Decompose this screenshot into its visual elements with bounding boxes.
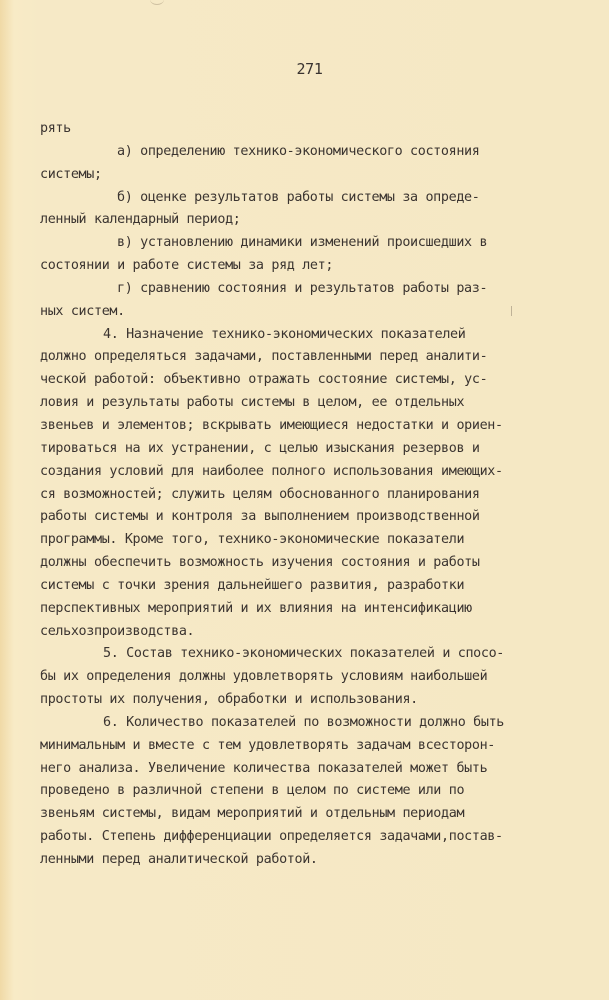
list-item-b: б) оценке результатов работы системы за опреде- xyxy=(117,189,480,205)
text-line: системы с точки зрения дальнейшего развития, разработки xyxy=(40,577,465,593)
page-number: 271 xyxy=(296,60,323,78)
text-line: ленными перед аналитической работой. xyxy=(40,852,318,867)
text-line: работы. Степень дифференциации определяется задачами,постав- xyxy=(40,829,503,845)
text-line: рять xyxy=(40,121,71,136)
text-line: состоянии и работе системы за ряд лет; xyxy=(40,258,334,274)
text-line: простоты их получения, обработки и использования. xyxy=(40,692,418,708)
list-item-a: а) определению технико-экономического состояния xyxy=(117,143,480,159)
paragraph-4-start: 4. Назначение технико-экономических показателей xyxy=(103,326,466,342)
list-item-g: г) сравнению состояния и результатов работы раз- xyxy=(117,280,488,296)
text-line: ных систем. xyxy=(40,303,125,319)
text-line: должны обеспечить возможность изучения состояния и работы xyxy=(40,555,480,571)
text-line: минимальным и вместе с тем удовлетворять задачам всесторон- xyxy=(40,737,495,753)
text-line: ческой работой: объективно отражать состояние системы, ус- xyxy=(40,372,488,388)
text-line: звеньям системы, видам мероприятий и отдельным периодам xyxy=(40,806,465,822)
text-line: ловия и результаты работы системы в целом, ее отдельных xyxy=(40,395,465,411)
text-line: перспективных мероприятий и их влияния на интенсификацию xyxy=(40,600,472,616)
text-line: бы их определения должны удовлетворять условиям наибольшей xyxy=(40,669,488,685)
text-line: тироваться на их устранении, с целью изыскания резервов и xyxy=(40,440,480,456)
text-line: программы. Кроме того, технико-экономические показатели xyxy=(40,532,465,548)
text-line: сельхозпроизводства. xyxy=(40,623,195,639)
typewritten-text-block xyxy=(40,118,560,872)
list-item-v: в) установлению динамики изменений происшедших в xyxy=(117,235,488,251)
text-line: должно определяться задачами, поставленными перед аналити- xyxy=(40,349,488,365)
text-line: ся возможностей; служить целям обоснованного планирования xyxy=(40,486,480,502)
text-line: него анализа. Увеличение количества показателей может быть xyxy=(40,760,488,776)
text-line: звеньев и элементов; вскрывать имеющиеся недостатки и ориен- xyxy=(40,417,503,433)
text-line: проведено в различной степени в целом по системе или по xyxy=(40,783,465,799)
paragraph-6-start: 6. Количество показателей по возможности должно быть xyxy=(103,714,505,730)
text-line: ленный календарный период; xyxy=(40,212,241,228)
text-line: работы системы и контроля за выполнением производственной xyxy=(40,509,480,525)
text-line: создания условий для наиболее полного использования имеющих- xyxy=(40,463,503,479)
paper-stain xyxy=(150,0,164,5)
paragraph-5-start: 5. Состав технико-экономических показателей и спосо- xyxy=(103,646,505,662)
text-line: системы; xyxy=(40,166,102,182)
